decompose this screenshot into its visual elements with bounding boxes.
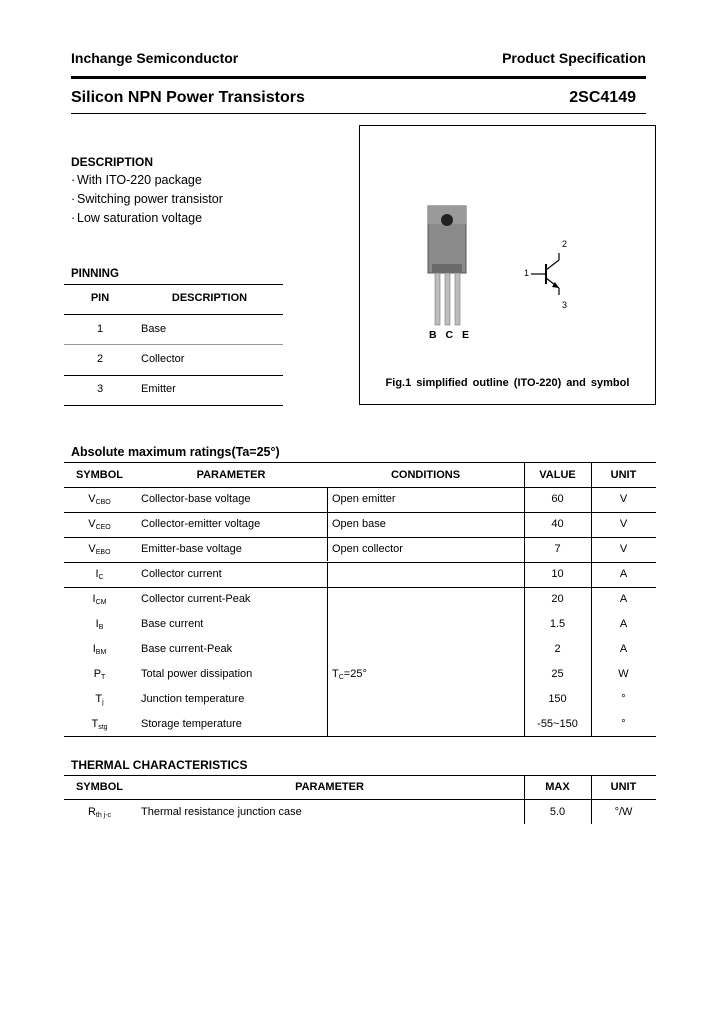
abs-value: 1.5: [549, 618, 566, 630]
pinning-header-rule: [64, 314, 283, 315]
pinning-pin: 3: [96, 383, 104, 395]
bullet-icon: ·: [71, 192, 76, 206]
abs-symbol: $T_j$: [95, 693, 104, 706]
thermal-header-symbol: SYMBOL: [75, 781, 124, 793]
abs-unit: V: [619, 543, 628, 555]
abs-unit: A: [619, 618, 628, 630]
abs-parameter: Collector current-Peak: [141, 593, 251, 605]
abs-value: 2: [554, 643, 561, 655]
abs-unit: A: [619, 568, 628, 580]
pinning-desc: Collector: [141, 353, 185, 365]
abs-header-unit: UNIT: [610, 469, 637, 481]
pinning-top-rule: [64, 284, 283, 285]
abs-header-rule: [64, 487, 656, 488]
abs-unit: V: [619, 493, 628, 505]
abs-vline: [327, 487, 328, 561]
pinning-header-desc: DESCRIPTION: [171, 292, 248, 304]
abs-value: 7: [554, 543, 561, 555]
symbol-pin-2: 2: [562, 239, 568, 249]
abs-header-parameter: PARAMETER: [196, 469, 266, 481]
bullet-icon: ·: [71, 173, 76, 187]
abs-value: 40: [551, 518, 564, 530]
bullet-icon: ·: [71, 211, 76, 225]
title-rule: [71, 113, 646, 114]
abs-symbol: $I_B$: [95, 618, 104, 631]
thermal-title: THERMAL CHARACTERISTICS: [71, 758, 248, 772]
product-line: Silicon NPN Power Transistors: [71, 89, 305, 106]
abs-header-conditions: CONDITIONS: [390, 469, 461, 481]
abs-symbol: $I_{CM}$: [92, 593, 107, 606]
abs-value: 20: [551, 593, 564, 605]
description-title: DESCRIPTION: [71, 155, 154, 169]
abs-symbol: $I_{BM}$: [92, 643, 107, 656]
abs-parameter: Junction temperature: [141, 693, 245, 705]
abs-value: 150: [548, 693, 567, 705]
abs-value: 60: [551, 493, 564, 505]
thermal-header-unit: UNIT: [610, 781, 637, 793]
abs-parameter: Base current: [141, 618, 204, 630]
package-outline-image: [360, 126, 655, 404]
thermal-header-parameter: PARAMETER: [295, 781, 364, 793]
pinning-pin: 1: [96, 323, 104, 335]
doc-type: Product Specification: [502, 50, 646, 66]
abs-max-title: Absolute maximum ratings(Ta=25°): [71, 445, 280, 459]
abs-row-rule: [64, 512, 656, 513]
abs-value: 10: [551, 568, 564, 580]
abs-symbol: $V_{CEO}$: [88, 518, 111, 531]
abs-unit: W: [618, 668, 629, 680]
description-item: · Switching power transistor: [71, 192, 223, 206]
abs-condition: Open base: [332, 518, 386, 530]
header-rule: [71, 76, 646, 79]
abs-value: -55~150: [537, 718, 578, 730]
abs-symbol: $V_{EBO}$: [88, 543, 111, 556]
abs-condition: Open emitter: [332, 493, 396, 505]
part-number: 2SC4149: [569, 89, 636, 106]
abs-unit: °: [621, 693, 626, 705]
abs-bottom-rule: [64, 736, 656, 737]
thermal-header-max: MAX: [545, 781, 570, 793]
thermal-header-rule: [64, 799, 656, 800]
abs-unit: A: [619, 593, 628, 605]
abs-parameter: Emitter-base voltage: [141, 543, 242, 555]
thermal-symbol: $R_{th j-c}$: [87, 806, 112, 819]
pinning-row-rule: [64, 344, 283, 345]
abs-parameter: Collector current: [141, 568, 222, 580]
abs-condition: Open collector: [332, 543, 403, 555]
thermal-parameter: Thermal resistance junction case: [141, 806, 302, 818]
abs-parameter: Collector-emitter voltage: [141, 518, 261, 530]
abs-parameter: Collector-base voltage: [141, 493, 251, 505]
abs-header-value: VALUE: [539, 469, 576, 481]
pinning-desc: Base: [141, 323, 167, 335]
thermal-top-rule: [64, 775, 656, 776]
description-item: · Low saturation voltage: [71, 211, 203, 225]
pinning-bottom-rule: [64, 405, 283, 406]
symbol-pin-1: 1: [524, 268, 530, 278]
abs-unit: °: [621, 718, 626, 730]
abs-max-top-rule: [64, 462, 656, 463]
abs-condition: $T_C=25^\circ$: [332, 668, 367, 681]
abs-header-symbol: SYMBOL: [75, 469, 124, 481]
abs-row-rule: [64, 562, 656, 563]
lead-labels: B C E: [429, 329, 473, 341]
abs-unit: V: [619, 518, 628, 530]
abs-symbol: $P_T$: [93, 668, 106, 681]
abs-parameter: Total power dissipation: [141, 668, 253, 680]
thermal-unit: °/W: [614, 806, 633, 818]
abs-symbol: $I_C$: [95, 568, 104, 581]
pinning-header-pin: PIN: [90, 292, 110, 304]
symbol-pin-3: 3: [562, 300, 568, 310]
abs-value: 25: [551, 668, 564, 680]
pinning-title: PINNING: [71, 268, 119, 280]
abs-row-rule: [64, 537, 656, 538]
pinning-desc: Emitter: [141, 383, 176, 395]
abs-parameter: Storage temperature: [141, 718, 242, 730]
abs-symbol: $T_{stg}$: [91, 718, 108, 731]
company-name: Inchange Semiconductor: [71, 50, 239, 66]
abs-parameter: Base current-Peak: [141, 643, 233, 655]
thermal-max: 5.0: [549, 806, 566, 818]
figure-caption: Fig.1 simplified outline (ITO-220) and symbol: [385, 377, 630, 389]
abs-row-rule: [64, 587, 656, 588]
description-item: · With ITO-220 package: [71, 173, 202, 187]
abs-vline: [327, 562, 328, 736]
figure-box: [359, 125, 656, 405]
abs-symbol: $V_{CBO}$: [88, 493, 111, 506]
abs-unit: A: [619, 643, 628, 655]
pinning-pin: 2: [96, 353, 104, 365]
pinning-row-rule: [64, 375, 283, 376]
